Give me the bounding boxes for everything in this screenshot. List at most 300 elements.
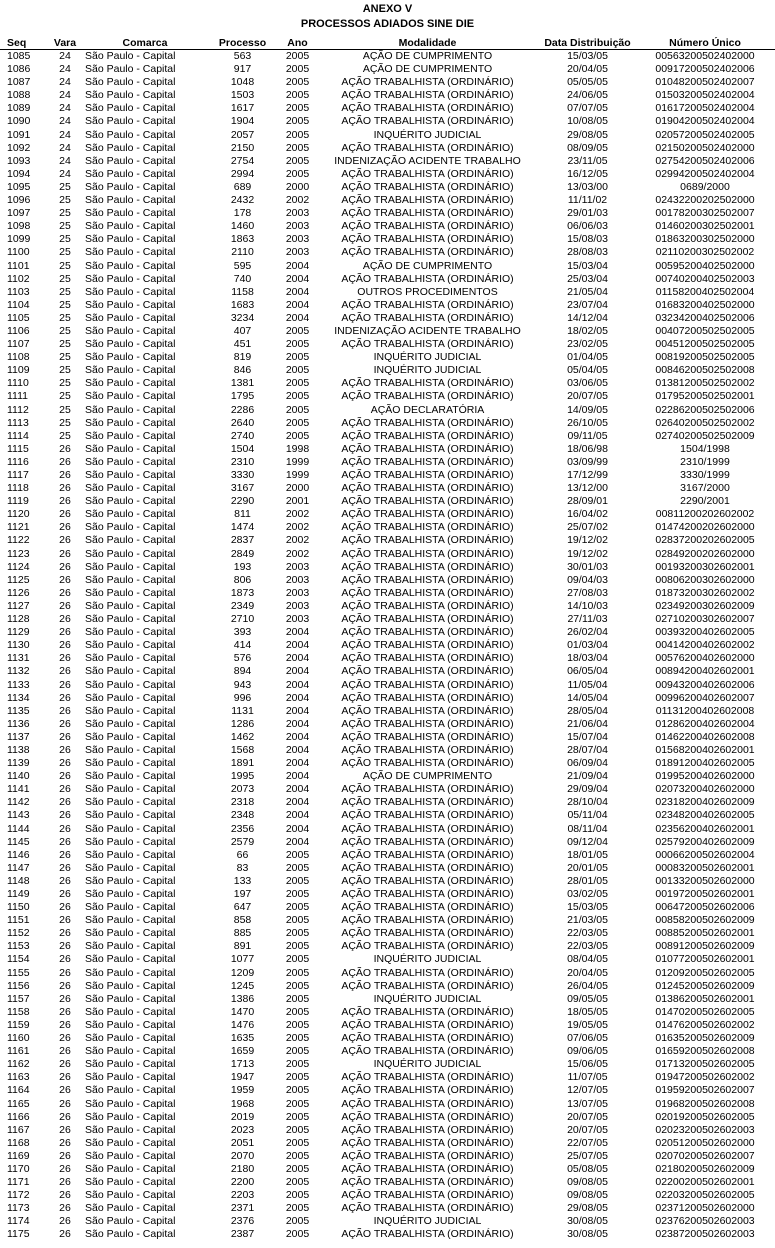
cell-processo: 2310 — [230, 455, 255, 468]
table-row — [0, 129, 775, 142]
cell-seq: 1112 — [7, 403, 29, 416]
cell-modalidade: AÇÃO TRABALHISTA (ORDINÁRIO) — [341, 599, 514, 612]
cell-vara: 26 — [59, 1149, 71, 1162]
cell-vara: 26 — [59, 1176, 71, 1189]
table-row — [0, 1098, 775, 1111]
cell-data-distribuicao: 30/08/05 — [567, 1215, 608, 1228]
cell-ano: 2003 — [285, 573, 310, 586]
cell-data-distribuicao: 16/12/05 — [567, 167, 608, 180]
cell-modalidade: AÇÃO TRABALHISTA (ORDINÁRIO) — [341, 442, 514, 455]
cell-comarca: São Paulo - Capital — [85, 194, 176, 207]
cell-comarca: São Paulo - Capital — [85, 757, 176, 770]
cell-vara: 26 — [59, 691, 71, 704]
cell-ano: 2005 — [285, 1005, 310, 1018]
cell-data-distribuicao: 13/03/00 — [567, 180, 608, 193]
cell-ano: 2005 — [285, 1189, 310, 1202]
cell-ano: 2004 — [285, 639, 310, 652]
cell-modalidade: AÇÃO TRABALHISTA (ORDINÁRIO) — [341, 1045, 514, 1058]
cell-ano: 2002 — [285, 521, 310, 534]
cell-seq: 1171 — [7, 1176, 30, 1189]
cell-modalidade: AÇÃO TRABALHISTA (ORDINÁRIO) — [341, 848, 514, 861]
cell-processo: 1795 — [230, 390, 255, 403]
table-header-row — [0, 37, 775, 50]
cell-processo: 1077 — [230, 953, 255, 966]
cell-comarca: São Paulo - Capital — [85, 1136, 176, 1149]
cell-seq: 1157 — [7, 992, 30, 1005]
cell-seq: 1163 — [7, 1071, 30, 1084]
cell-ano: 2005 — [285, 888, 310, 900]
cell-ano: 2004 — [285, 835, 310, 848]
cell-seq: 1096 — [7, 194, 31, 207]
header-vara: Vara — [53, 37, 77, 49]
table-row — [0, 534, 775, 547]
cell-vara: 26 — [59, 953, 71, 966]
cell-comarca: São Paulo - Capital — [85, 416, 176, 429]
cell-comarca: São Paulo - Capital — [85, 285, 176, 298]
cell-comarca: São Paulo - Capital — [85, 338, 176, 351]
cell-seq: 1121 — [7, 521, 30, 534]
cell-seq: 1116 — [7, 455, 29, 468]
cell-numero-unico: 02579200402602009 — [655, 835, 755, 848]
cell-data-distribuicao: 20/07/05 — [567, 390, 608, 403]
cell-numero-unico: 01077200502602001 — [655, 953, 755, 966]
cell-ano: 2004 — [285, 311, 310, 324]
cell-processo: 2057 — [230, 128, 255, 141]
cell-data-distribuicao: 28/01/05 — [567, 874, 608, 887]
table-row — [0, 1163, 775, 1176]
cell-modalidade: AÇÃO TRABALHISTA (ORDINÁRIO) — [341, 901, 514, 914]
cell-vara: 26 — [59, 508, 71, 521]
cell-data-distribuicao: 19/12/02 — [567, 547, 608, 560]
cell-comarca: São Paulo - Capital — [85, 63, 176, 76]
table-row — [0, 1189, 775, 1202]
cell-modalidade: AÇÃO TRABALHISTA (ORDINÁRIO) — [341, 888, 514, 900]
cell-processo: 1245 — [230, 979, 255, 992]
cell-modalidade: AÇÃO TRABALHISTA (ORDINÁRIO) — [341, 652, 514, 665]
cell-data-distribuicao: 13/12/00 — [567, 482, 608, 495]
table-row — [0, 273, 775, 286]
table-row — [0, 469, 775, 482]
cell-numero-unico: 01959200502602007 — [655, 1084, 755, 1097]
table-row — [0, 849, 775, 862]
cell-ano: 2005 — [285, 76, 310, 89]
table-row — [0, 744, 775, 757]
cell-vara: 24 — [59, 141, 71, 154]
cell-seq: 1168 — [7, 1136, 30, 1149]
cell-processo: 2754 — [230, 154, 255, 167]
cell-seq: 1086 — [7, 63, 31, 76]
cell-ano: 2005 — [285, 390, 310, 403]
cell-ano: 2002 — [285, 547, 310, 560]
cell-numero-unico: 02837200202602005 — [655, 534, 755, 547]
cell-ano: 2005 — [285, 141, 310, 154]
cell-ano: 2003 — [285, 246, 310, 259]
table-row — [0, 718, 775, 731]
cell-comarca: São Paulo - Capital — [85, 1162, 176, 1175]
cell-modalidade: AÇÃO TRABALHISTA (ORDINÁRIO) — [341, 115, 514, 128]
cell-ano: 2004 — [285, 730, 310, 743]
cell-comarca: São Paulo - Capital — [85, 154, 176, 167]
cell-numero-unico: 02387200502602003 — [655, 1228, 755, 1241]
cell-numero-unico: 01462200402602008 — [655, 730, 755, 743]
cell-data-distribuicao: 18/02/05 — [567, 324, 608, 337]
cell-vara: 26 — [59, 1071, 71, 1084]
cell-modalidade: AÇÃO TRABALHISTA (ORDINÁRIO) — [341, 377, 514, 390]
cell-seq: 1154 — [7, 953, 30, 966]
cell-comarca: São Paulo - Capital — [85, 665, 176, 678]
cell-modalidade: AÇÃO TRABALHISTA (ORDINÁRIO) — [341, 246, 514, 259]
cell-data-distribuicao: 01/03/04 — [567, 639, 608, 652]
cell-modalidade: AÇÃO TRABALHISTA (ORDINÁRIO) — [341, 482, 514, 495]
cell-seq: 1102 — [7, 272, 30, 285]
cell-comarca: São Paulo - Capital — [85, 233, 176, 246]
cell-comarca: São Paulo - Capital — [85, 89, 176, 102]
cell-seq: 1145 — [7, 835, 30, 848]
cell-numero-unico: 3167/2000 — [680, 482, 730, 495]
cell-data-distribuicao: 14/12/04 — [567, 311, 608, 324]
cell-modalidade: AÇÃO TRABALHISTA (ORDINÁRIO) — [341, 1176, 514, 1189]
cell-numero-unico: 2290/2001 — [680, 495, 730, 508]
cell-numero-unico: 01474200202602000 — [655, 521, 755, 534]
cell-numero-unico: 02200200502602001 — [655, 1176, 755, 1189]
cell-seq: 1093 — [7, 154, 31, 167]
cell-comarca: São Paulo - Capital — [85, 1058, 176, 1071]
cell-comarca: São Paulo - Capital — [85, 324, 176, 337]
table-row — [0, 757, 775, 770]
cell-comarca: São Paulo - Capital — [85, 1149, 176, 1162]
cell-data-distribuicao: 11/11/02 — [567, 194, 608, 207]
cell-comarca: São Paulo - Capital — [85, 1071, 176, 1084]
cell-processo: 1683 — [230, 298, 255, 311]
cell-data-distribuicao: 29/08/05 — [567, 1202, 608, 1215]
cell-comarca: São Paulo - Capital — [85, 469, 176, 481]
cell-comarca: São Paulo - Capital — [85, 783, 176, 796]
cell-ano: 2005 — [285, 992, 310, 1005]
cell-numero-unico: 00393200402602005 — [655, 626, 755, 639]
cell-vara: 25 — [59, 285, 71, 298]
cell-comarca: São Paulo - Capital — [85, 115, 176, 128]
cell-ano: 2005 — [285, 1149, 310, 1162]
cell-comarca: São Paulo - Capital — [85, 1097, 176, 1110]
cell-seq: 1169 — [7, 1149, 30, 1162]
cell-seq: 1123 — [7, 547, 30, 560]
cell-vara: 25 — [59, 194, 71, 207]
table-row — [0, 508, 775, 521]
cell-data-distribuicao: 08/09/05 — [567, 141, 608, 154]
cell-numero-unico: 01873200302602002 — [655, 586, 755, 599]
table-row — [0, 1124, 775, 1137]
cell-numero-unico: 01209200502602005 — [655, 966, 755, 979]
table-row — [0, 50, 775, 63]
cell-numero-unico: 00563200502402000 — [655, 50, 755, 62]
cell-ano: 2003 — [285, 599, 310, 612]
cell-modalidade: INDENIZAÇÃO ACIDENTE TRABALHO — [334, 324, 521, 337]
cell-data-distribuicao: 05/05/05 — [567, 76, 608, 89]
cell-ano: 2005 — [285, 914, 310, 927]
cell-seq: 1141 — [7, 783, 30, 796]
table-row — [0, 1071, 775, 1084]
cell-comarca: São Paulo - Capital — [85, 652, 176, 665]
cell-seq: 1159 — [7, 1018, 30, 1031]
cell-modalidade: AÇÃO TRABALHISTA (ORDINÁRIO) — [341, 717, 514, 730]
cell-ano: 2004 — [285, 652, 310, 665]
cell-numero-unico: 01617200502402004 — [655, 102, 755, 115]
cell-comarca: São Paulo - Capital — [85, 442, 176, 455]
cell-modalidade: AÇÃO TRABALHISTA (ORDINÁRIO) — [341, 1005, 514, 1018]
cell-modalidade: AÇÃO TRABALHISTA (ORDINÁRIO) — [341, 141, 514, 154]
cell-modalidade: INQUÉRITO JUDICIAL — [373, 1058, 482, 1071]
cell-vara: 26 — [59, 1215, 71, 1228]
cell-comarca: São Paulo - Capital — [85, 626, 176, 639]
cell-comarca: São Paulo - Capital — [85, 822, 176, 835]
cell-numero-unico: 00917200502402006 — [655, 63, 755, 76]
cell-numero-unico: 00414200402602002 — [655, 639, 755, 652]
table-row — [0, 299, 775, 312]
cell-data-distribuicao: 25/03/04 — [567, 272, 608, 285]
cell-ano: 2005 — [285, 1045, 310, 1058]
cell-numero-unico: 3330/1999 — [680, 469, 730, 481]
cell-numero-unico: 00811200202602002 — [655, 508, 755, 521]
cell-numero-unico: 02754200502402006 — [655, 154, 755, 167]
cell-processo: 846 — [233, 364, 252, 377]
table-row — [0, 1058, 775, 1071]
cell-vara: 26 — [59, 547, 71, 560]
cell-data-distribuicao: 20/07/05 — [567, 1123, 608, 1136]
cell-processo: 2023 — [230, 1123, 255, 1136]
cell-comarca: São Paulo - Capital — [85, 298, 176, 311]
cell-modalidade: INQUÉRITO JUDICIAL — [373, 953, 482, 966]
table-row — [0, 1045, 775, 1058]
process-table — [0, 37, 775, 1242]
table-row — [0, 417, 775, 430]
cell-processo: 811 — [234, 508, 251, 521]
cell-data-distribuicao: 27/08/03 — [567, 586, 608, 599]
cell-numero-unico: 02349200302602009 — [655, 599, 755, 612]
cell-modalidade: AÇÃO TRABALHISTA (ORDINÁRIO) — [341, 194, 514, 207]
cell-ano: 2004 — [285, 796, 310, 809]
cell-processo: 894 — [233, 665, 252, 678]
cell-modalidade: AÇÃO TRABALHISTA (ORDINÁRIO) — [341, 495, 514, 508]
cell-ano: 2004 — [285, 743, 310, 756]
cell-processo: 2200 — [230, 1176, 255, 1189]
cell-data-distribuicao: 11/07/05 — [567, 1071, 608, 1084]
cell-vara: 26 — [59, 613, 71, 626]
cell-processo: 1158 — [231, 285, 254, 298]
cell-vara: 26 — [59, 1228, 71, 1241]
cell-comarca: São Paulo - Capital — [85, 1215, 176, 1228]
cell-numero-unico: 01048200502402007 — [655, 76, 755, 89]
cell-data-distribuicao: 08/11/04 — [567, 822, 608, 835]
cell-numero-unico: 00858200502602009 — [655, 914, 755, 927]
cell-data-distribuicao: 09/05/05 — [567, 992, 608, 1005]
cell-seq: 1122 — [7, 534, 30, 547]
cell-ano: 2002 — [285, 194, 310, 207]
cell-ano: 2005 — [285, 1136, 310, 1149]
cell-processo: 178 — [233, 207, 252, 220]
cell-numero-unico: 01947200502602002 — [655, 1071, 755, 1084]
cell-vara: 24 — [59, 102, 71, 115]
cell-modalidade: AÇÃO TRABALHISTA (ORDINÁRIO) — [341, 469, 514, 481]
cell-vara: 26 — [59, 665, 71, 678]
cell-modalidade: AÇÃO TRABALHISTA (ORDINÁRIO) — [341, 1136, 514, 1149]
cell-seq: 1150 — [7, 901, 30, 914]
cell-vara: 24 — [59, 115, 71, 128]
cell-data-distribuicao: 06/09/04 — [567, 757, 608, 770]
cell-comarca: São Paulo - Capital — [85, 613, 176, 626]
cell-vara: 26 — [59, 1018, 71, 1031]
table-row — [0, 181, 775, 194]
cell-ano: 2004 — [285, 770, 310, 783]
cell-vara: 24 — [59, 63, 71, 76]
header-data-distribuicao: Data Distribuição — [544, 37, 631, 49]
cell-seq: 1146 — [7, 848, 30, 861]
cell-processo: 806 — [233, 573, 252, 586]
cell-ano: 1999 — [285, 455, 310, 468]
cell-seq: 1174 — [7, 1215, 30, 1228]
cell-comarca: São Paulo - Capital — [85, 521, 176, 534]
cell-vara: 24 — [59, 128, 71, 141]
table-row — [0, 220, 775, 233]
cell-numero-unico: 02180200502602009 — [655, 1162, 755, 1175]
cell-data-distribuicao: 21/06/04 — [567, 717, 608, 730]
cell-processo: 393 — [233, 626, 252, 639]
cell-modalidade: AÇÃO DE CUMPRIMENTO — [362, 63, 493, 76]
cell-numero-unico: 00066200502602004 — [655, 848, 755, 861]
cell-seq: 1117 — [7, 469, 29, 481]
cell-comarca: São Paulo - Capital — [85, 207, 176, 220]
cell-modalidade: AÇÃO TRABALHISTA (ORDINÁRIO) — [341, 874, 514, 887]
cell-seq: 1129 — [7, 626, 30, 639]
cell-ano: 2002 — [285, 508, 310, 521]
cell-seq: 1131 — [7, 652, 30, 665]
cell-numero-unico: 01904200502402004 — [655, 115, 755, 128]
cell-comarca: São Paulo - Capital — [85, 377, 176, 390]
cell-comarca: São Paulo - Capital — [85, 848, 176, 861]
cell-data-distribuicao: 03/06/05 — [567, 377, 608, 390]
table-row — [0, 1111, 775, 1124]
table-row — [0, 1228, 775, 1241]
cell-modalidade: AÇÃO TRABALHISTA (ORDINÁRIO) — [341, 547, 514, 560]
table-row — [0, 142, 775, 155]
cell-processo: 2710 — [230, 613, 255, 626]
cell-modalidade: OUTROS PROCEDIMENTOS — [357, 285, 498, 298]
cell-numero-unico: 02348200402602005 — [655, 809, 755, 822]
cell-vara: 25 — [59, 246, 71, 259]
cell-vara: 25 — [59, 259, 71, 272]
cell-data-distribuicao: 01/04/05 — [567, 351, 608, 364]
cell-ano: 2005 — [285, 50, 310, 62]
cell-modalidade: AÇÃO TRABALHISTA (ORDINÁRIO) — [341, 1032, 514, 1045]
cell-seq: 1087 — [7, 76, 31, 89]
cell-modalidade: AÇÃO TRABALHISTA (ORDINÁRIO) — [341, 1202, 514, 1215]
cell-ano: 2005 — [285, 102, 310, 115]
cell-comarca: São Paulo - Capital — [85, 403, 176, 416]
cell-processo: 1460 — [230, 220, 255, 233]
cell-vara: 26 — [59, 586, 71, 599]
cell-vara: 25 — [59, 338, 71, 351]
cell-numero-unico: 00806200302602000 — [655, 573, 755, 586]
cell-modalidade: INQUÉRITO JUDICIAL — [373, 364, 482, 377]
cell-comarca: São Paulo - Capital — [85, 1045, 176, 1058]
cell-seq: 1099 — [7, 233, 31, 246]
cell-ano: 2005 — [285, 403, 310, 416]
cell-processo: 2579 — [230, 835, 255, 848]
cell-numero-unico: 00846200502502008 — [655, 364, 755, 377]
table-row — [0, 1084, 775, 1097]
cell-data-distribuicao: 09/08/05 — [567, 1189, 608, 1202]
cell-modalidade: AÇÃO TRABALHISTA (ORDINÁRIO) — [341, 1228, 514, 1241]
cell-ano: 2005 — [285, 1018, 310, 1031]
cell-modalidade: AÇÃO TRABALHISTA (ORDINÁRIO) — [341, 940, 514, 953]
cell-modalidade: AÇÃO TRABALHISTA (ORDINÁRIO) — [341, 416, 514, 429]
cell-ano: 2004 — [285, 665, 310, 678]
table-row — [0, 482, 775, 495]
cell-seq: 1161 — [7, 1045, 30, 1058]
cell-ano: 2003 — [285, 560, 310, 573]
cell-ano: 2003 — [285, 220, 310, 233]
cell-processo: 2110 — [231, 246, 254, 259]
cell-data-distribuicao: 25/07/02 — [567, 521, 608, 534]
cell-numero-unico: 01891200402602005 — [655, 757, 755, 770]
cell-data-distribuicao: 08/04/05 — [567, 953, 608, 966]
cell-modalidade: INQUÉRITO JUDICIAL — [373, 1215, 482, 1228]
cell-vara: 26 — [59, 822, 71, 835]
cell-numero-unico: 02051200502602000 — [655, 1136, 755, 1149]
cell-ano: 2004 — [285, 783, 310, 796]
table-row — [0, 1215, 775, 1228]
cell-processo: 1968 — [230, 1097, 255, 1110]
cell-data-distribuicao: 15/03/04 — [567, 259, 608, 272]
cell-ano: 2005 — [285, 416, 310, 429]
cell-data-distribuicao: 20/07/05 — [567, 1110, 608, 1123]
table-row — [0, 168, 775, 181]
cell-ano: 2005 — [285, 861, 310, 874]
cell-vara: 26 — [59, 861, 71, 874]
cell-numero-unico: 02376200502602003 — [655, 1215, 755, 1228]
cell-vara: 26 — [59, 455, 71, 468]
cell-data-distribuicao: 18/03/04 — [567, 652, 608, 665]
cell-comarca: São Paulo - Capital — [85, 1032, 176, 1045]
cell-numero-unico: 00819200502502005 — [655, 351, 755, 364]
document-subtitle: PROCESSOS ADIADOS SINE DIE — [300, 18, 475, 30]
cell-comarca: São Paulo - Capital — [85, 835, 176, 848]
table-row — [0, 940, 775, 953]
cell-processo: 1476 — [230, 1018, 255, 1031]
cell-modalidade: AÇÃO TRABALHISTA (ORDINÁRIO) — [341, 691, 514, 704]
cell-ano: 2004 — [285, 626, 310, 639]
cell-numero-unico: 02371200502602000 — [655, 1202, 755, 1215]
cell-modalidade: AÇÃO TRABALHISTA (ORDINÁRIO) — [341, 914, 514, 927]
cell-modalidade: AÇÃO TRABALHISTA (ORDINÁRIO) — [341, 822, 514, 835]
cell-seq: 1103 — [7, 285, 30, 298]
cell-comarca: São Paulo - Capital — [85, 547, 176, 560]
table-row — [0, 927, 775, 940]
cell-processo: 1504 — [230, 442, 255, 455]
cell-numero-unico: 01503200502402004 — [655, 89, 755, 102]
cell-numero-unico: 00647200502602006 — [655, 901, 755, 914]
cell-data-distribuicao: 13/07/05 — [567, 1097, 608, 1110]
cell-vara: 26 — [59, 1058, 71, 1071]
cell-data-distribuicao: 06/06/03 — [567, 220, 608, 233]
cell-seq: 1127 — [7, 599, 30, 612]
cell-ano: 2005 — [285, 1084, 310, 1097]
cell-comarca: São Paulo - Capital — [85, 220, 176, 233]
cell-modalidade: AÇÃO TRABALHISTA (ORDINÁRIO) — [341, 102, 514, 115]
cell-numero-unico: 00178200302502007 — [655, 207, 755, 220]
table-row — [0, 1006, 775, 1019]
cell-vara: 26 — [59, 560, 71, 573]
cell-vara: 26 — [59, 639, 71, 652]
